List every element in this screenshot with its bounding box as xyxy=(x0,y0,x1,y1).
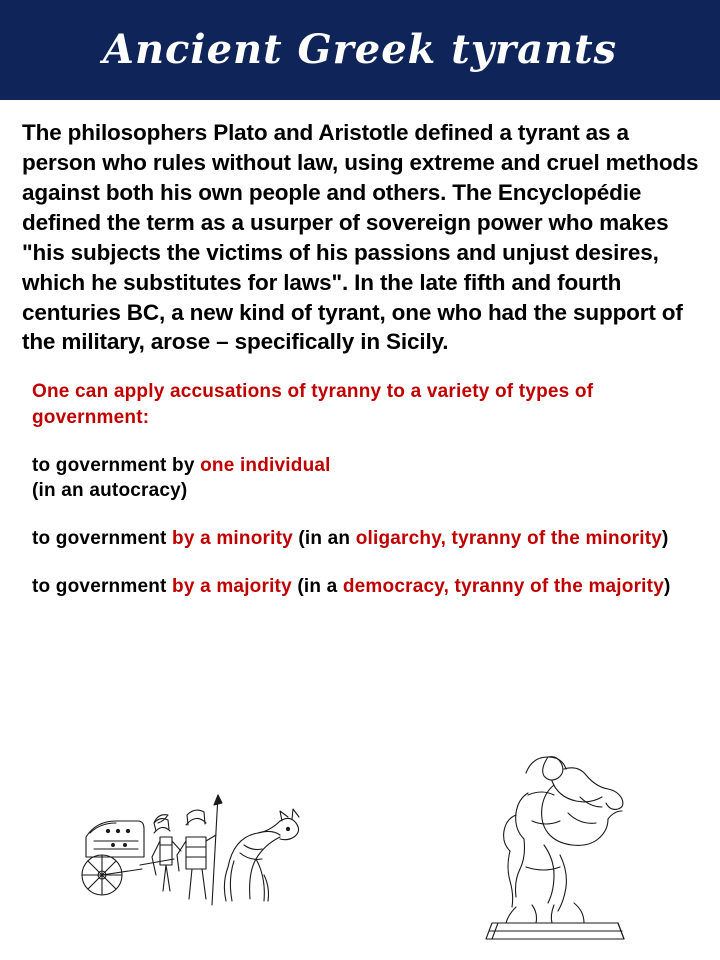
point-majority xyxy=(32,574,700,600)
illustrations-row xyxy=(0,755,720,960)
wrestling-statue-illustration xyxy=(468,737,643,947)
point-minority xyxy=(32,526,700,552)
plain-text: ) xyxy=(663,575,671,597)
highlighted-term: by a minority xyxy=(172,527,293,549)
intro-paragraph: The philosophers Plato and Aristotle defined a tyrant as a person who rules without law, using extreme and cruel methods against both his own people and others. The Encyclopédie defined the term as a usurper of sovereign power who makes "his subjects the victims of his passions and unjust desires, which he substitutes for laws". In the late fifth and fourth centuries BC, a new kind of tyrant, one who had the support of the military, arose – specifically in Sicily. xyxy=(22,120,699,355)
lead-in-text: One can apply accusations of tyranny to a variety of types of government: xyxy=(32,381,594,429)
plain-text: to government xyxy=(32,575,173,597)
highlighted-term: democracy, tyranny of the majority xyxy=(342,575,664,597)
page-title: Ancient Greek tyrants xyxy=(102,26,618,73)
title-banner xyxy=(0,0,720,100)
greek-chariot-illustration xyxy=(68,775,308,910)
plain-text: (in an xyxy=(292,527,356,549)
highlighted-term: oligarchy, tyranny of the minority xyxy=(355,527,662,549)
plain-text: (in a xyxy=(291,575,343,597)
plain-text: (in an autocracy) xyxy=(32,480,188,502)
plain-text: to government xyxy=(32,527,173,549)
highlighted-term: one individual xyxy=(200,454,331,476)
highlighted-term: by a majority xyxy=(172,575,292,597)
plain-text: to government by xyxy=(32,454,201,476)
plain-text: ) xyxy=(662,527,669,549)
point-one-individual xyxy=(32,453,700,504)
